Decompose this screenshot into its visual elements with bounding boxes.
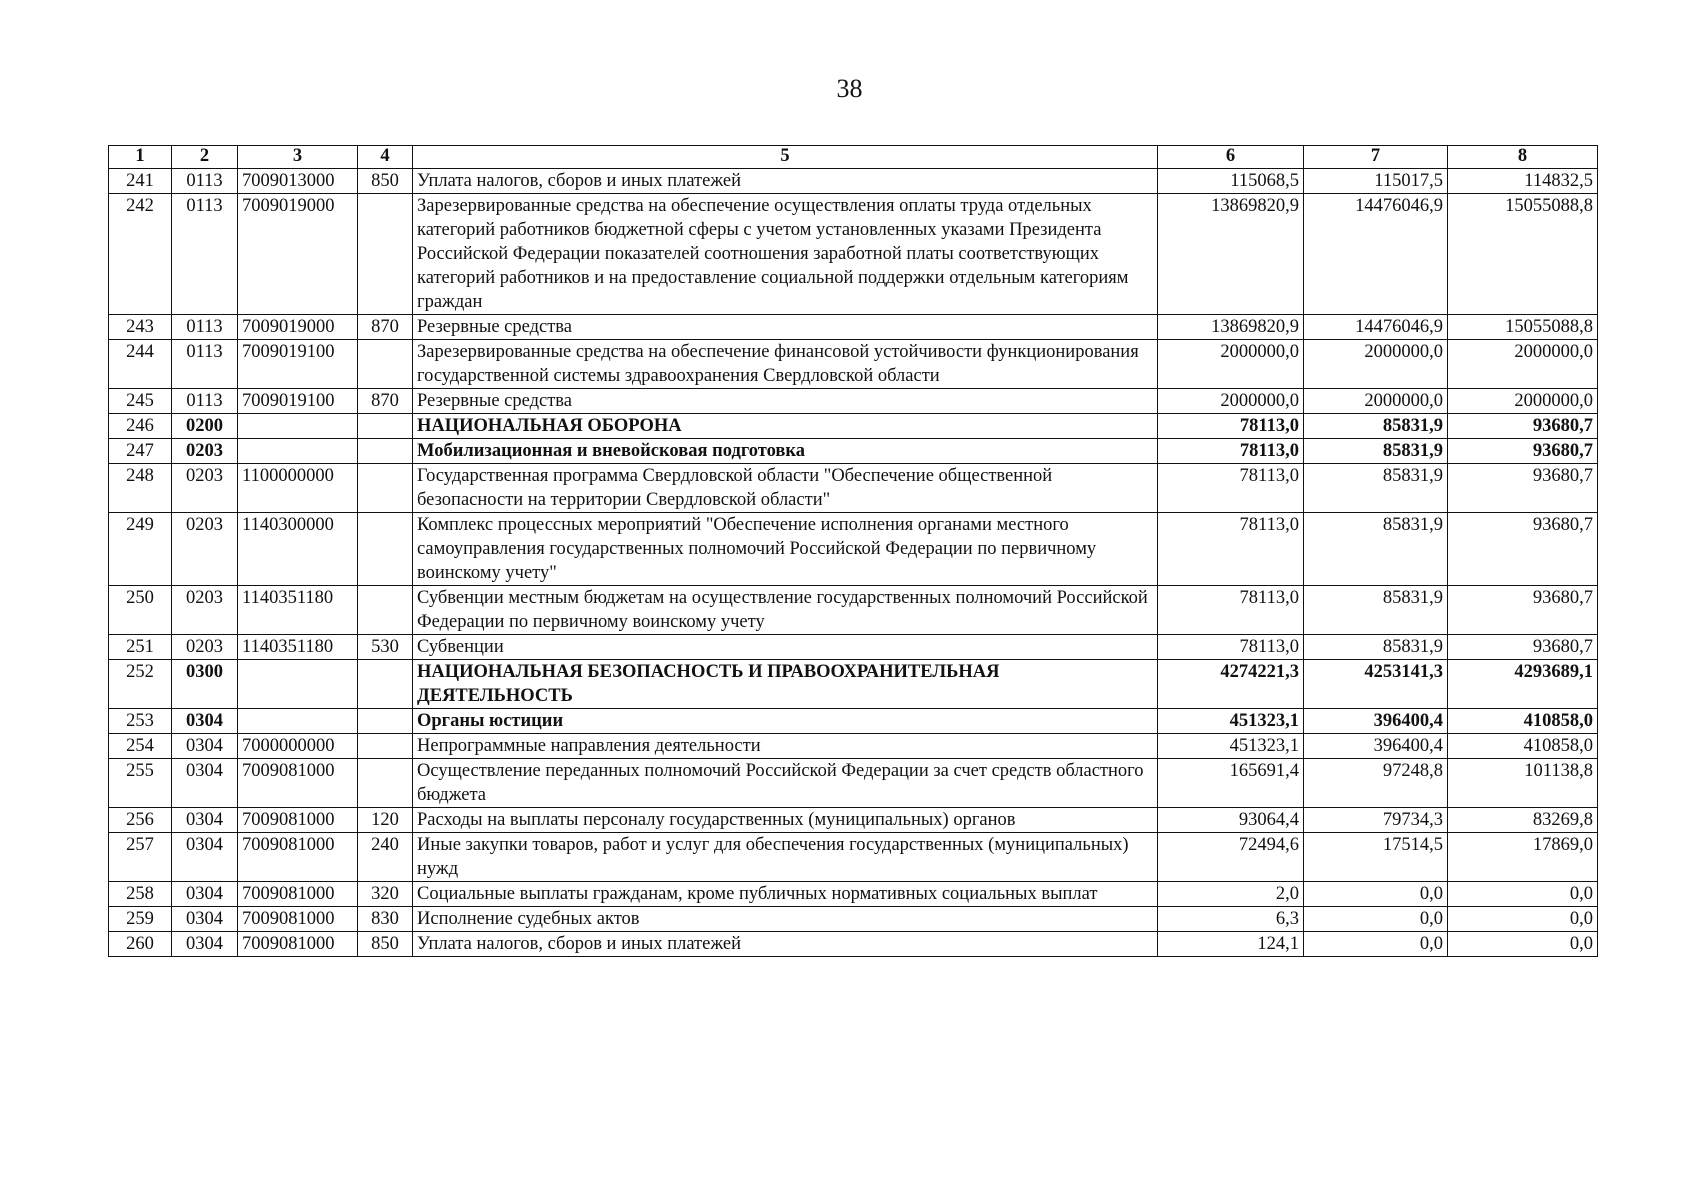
expense-type-code: 870 xyxy=(358,389,413,414)
table-row xyxy=(109,169,1598,194)
expense-type-code xyxy=(358,340,413,389)
amount-col-8: 15055088,8 xyxy=(1448,315,1598,340)
target-code xyxy=(238,660,358,709)
section-code: 0304 xyxy=(172,907,238,932)
row-number: 259 xyxy=(109,907,172,932)
amount-col-7: 85831,9 xyxy=(1304,635,1448,660)
expense-type-code xyxy=(358,464,413,513)
amount-col-7: 115017,5 xyxy=(1304,169,1448,194)
expense-type-code: 850 xyxy=(358,169,413,194)
amount-col-7: 396400,4 xyxy=(1304,734,1448,759)
row-number: 241 xyxy=(109,169,172,194)
item-name: Органы юстиции xyxy=(413,709,1158,734)
target-code: 7009081000 xyxy=(238,759,358,808)
table-row xyxy=(109,340,1598,389)
amount-col-8: 17869,0 xyxy=(1448,833,1598,882)
row-number: 250 xyxy=(109,586,172,635)
amount-col-7: 97248,8 xyxy=(1304,759,1448,808)
amount-col-6: 451323,1 xyxy=(1158,734,1304,759)
section-code: 0113 xyxy=(172,315,238,340)
row-number: 242 xyxy=(109,194,172,315)
expense-type-code xyxy=(358,439,413,464)
header-col-1: 1 xyxy=(109,146,172,169)
target-code: 7009081000 xyxy=(238,907,358,932)
amount-col-6: 6,3 xyxy=(1158,907,1304,932)
expense-type-code xyxy=(358,194,413,315)
item-name: Резервные средства xyxy=(413,389,1158,414)
item-name: Расходы на выплаты персоналу государственных (муниципальных) органов xyxy=(413,808,1158,833)
item-name: Уплата налогов, сборов и иных платежей xyxy=(413,169,1158,194)
amount-col-7: 14476046,9 xyxy=(1304,194,1448,315)
row-number: 254 xyxy=(109,734,172,759)
amount-col-6: 78113,0 xyxy=(1158,439,1304,464)
expense-type-code xyxy=(358,734,413,759)
item-name: Социальные выплаты гражданам, кроме публичных нормативных социальных выплат xyxy=(413,882,1158,907)
target-code: 1140351180 xyxy=(238,635,358,660)
amount-col-7: 85831,9 xyxy=(1304,414,1448,439)
amount-col-7: 85831,9 xyxy=(1304,439,1448,464)
target-code: 7009013000 xyxy=(238,169,358,194)
item-name: Иные закупки товаров, работ и услуг для обеспечения государственных (муниципальных) нужд xyxy=(413,833,1158,882)
amount-col-8: 93680,7 xyxy=(1448,439,1598,464)
amount-col-8: 4293689,1 xyxy=(1448,660,1598,709)
item-name: Исполнение судебных актов xyxy=(413,907,1158,932)
amount-col-7: 14476046,9 xyxy=(1304,315,1448,340)
table-row xyxy=(109,414,1598,439)
table-header-row xyxy=(109,146,1598,169)
amount-col-6: 78113,0 xyxy=(1158,464,1304,513)
expense-type-code: 870 xyxy=(358,315,413,340)
expense-type-code: 830 xyxy=(358,907,413,932)
amount-col-6: 2000000,0 xyxy=(1158,340,1304,389)
expense-type-code: 320 xyxy=(358,882,413,907)
expense-type-code: 240 xyxy=(358,833,413,882)
amount-col-7: 0,0 xyxy=(1304,907,1448,932)
section-code: 0113 xyxy=(172,169,238,194)
amount-col-6: 2000000,0 xyxy=(1158,389,1304,414)
amount-col-6: 72494,6 xyxy=(1158,833,1304,882)
amount-col-8: 0,0 xyxy=(1448,882,1598,907)
target-code xyxy=(238,414,358,439)
section-code: 0203 xyxy=(172,464,238,513)
table-row xyxy=(109,389,1598,414)
table-row xyxy=(109,513,1598,586)
amount-col-8: 2000000,0 xyxy=(1448,340,1598,389)
item-name: Осуществление переданных полномочий Российской Федерации за счет средств областного бюджета xyxy=(413,759,1158,808)
table-row xyxy=(109,635,1598,660)
item-name: Субвенции местным бюджетам на осуществление государственных полномочий Российской Федерации по первичному воинскому учету xyxy=(413,586,1158,635)
amount-col-6: 451323,1 xyxy=(1158,709,1304,734)
target-code: 7009019000 xyxy=(238,194,358,315)
amount-col-6: 13869820,9 xyxy=(1158,194,1304,315)
amount-col-8: 93680,7 xyxy=(1448,464,1598,513)
amount-col-7: 85831,9 xyxy=(1304,464,1448,513)
table-row xyxy=(109,709,1598,734)
amount-col-7: 2000000,0 xyxy=(1304,389,1448,414)
expense-type-code xyxy=(358,586,413,635)
section-code: 0304 xyxy=(172,759,238,808)
amount-col-7: 0,0 xyxy=(1304,932,1448,957)
expense-type-code xyxy=(358,660,413,709)
item-name: Уплата налогов, сборов и иных платежей xyxy=(413,932,1158,957)
row-number: 258 xyxy=(109,882,172,907)
budget-table xyxy=(108,145,1598,957)
header-col-2: 2 xyxy=(172,146,238,169)
item-name: Мобилизационная и вневойсковая подготовка xyxy=(413,439,1158,464)
row-number: 255 xyxy=(109,759,172,808)
item-name: НАЦИОНАЛЬНАЯ БЕЗОПАСНОСТЬ И ПРАВООХРАНИТЕЛЬНАЯ ДЕЯТЕЛЬНОСТЬ xyxy=(413,660,1158,709)
row-number: 249 xyxy=(109,513,172,586)
target-code: 1100000000 xyxy=(238,464,358,513)
section-code: 0304 xyxy=(172,808,238,833)
row-number: 251 xyxy=(109,635,172,660)
amount-col-8: 114832,5 xyxy=(1448,169,1598,194)
amount-col-6: 124,1 xyxy=(1158,932,1304,957)
header-col-7: 7 xyxy=(1304,146,1448,169)
amount-col-6: 93064,4 xyxy=(1158,808,1304,833)
header-col-6: 6 xyxy=(1158,146,1304,169)
row-number: 256 xyxy=(109,808,172,833)
amount-col-8: 101138,8 xyxy=(1448,759,1598,808)
amount-col-7: 79734,3 xyxy=(1304,808,1448,833)
amount-col-7: 85831,9 xyxy=(1304,513,1448,586)
target-code: 1140300000 xyxy=(238,513,358,586)
amount-col-7: 2000000,0 xyxy=(1304,340,1448,389)
page-number: 38 xyxy=(836,74,863,103)
amount-col-8: 93680,7 xyxy=(1448,635,1598,660)
amount-col-6: 78113,0 xyxy=(1158,513,1304,586)
section-code: 0304 xyxy=(172,833,238,882)
table-row xyxy=(109,439,1598,464)
amount-col-8: 83269,8 xyxy=(1448,808,1598,833)
item-name: Зарезервированные средства на обеспечение осуществления оплаты труда отдельных категорий работников бюджетной сферы с учетом установленных указами Президента Российской Федерации показателей соотношения заработной платы соответствующих категорий работников и на предоставление социальной поддержки отдельным категориям граждан xyxy=(413,194,1158,315)
table-row xyxy=(109,734,1598,759)
target-code: 1140351180 xyxy=(238,586,358,635)
section-code: 0304 xyxy=(172,932,238,957)
row-number: 247 xyxy=(109,439,172,464)
section-code: 0203 xyxy=(172,439,238,464)
item-name: Зарезервированные средства на обеспечение финансовой устойчивости функционирования государственной системы здравоохранения Свердловской области xyxy=(413,340,1158,389)
expense-type-code: 120 xyxy=(358,808,413,833)
amount-col-6: 13869820,9 xyxy=(1158,315,1304,340)
amount-col-8: 0,0 xyxy=(1448,907,1598,932)
target-code: 7009081000 xyxy=(238,833,358,882)
expense-type-code xyxy=(358,414,413,439)
header-col-4: 4 xyxy=(358,146,413,169)
table-row xyxy=(109,882,1598,907)
target-code: 7000000000 xyxy=(238,734,358,759)
table-row xyxy=(109,194,1598,315)
table-row xyxy=(109,586,1598,635)
amount-col-7: 85831,9 xyxy=(1304,586,1448,635)
amount-col-6: 4274221,3 xyxy=(1158,660,1304,709)
section-code: 0304 xyxy=(172,734,238,759)
table-row xyxy=(109,660,1598,709)
amount-col-8: 410858,0 xyxy=(1448,734,1598,759)
target-code: 7009019100 xyxy=(238,340,358,389)
item-name: НАЦИОНАЛЬНАЯ ОБОРОНА xyxy=(413,414,1158,439)
expense-type-code xyxy=(358,759,413,808)
amount-col-7: 0,0 xyxy=(1304,882,1448,907)
table-row xyxy=(109,808,1598,833)
row-number: 257 xyxy=(109,833,172,882)
item-name: Резервные средства xyxy=(413,315,1158,340)
section-code: 0203 xyxy=(172,513,238,586)
target-code: 7009019000 xyxy=(238,315,358,340)
section-code: 0200 xyxy=(172,414,238,439)
row-number: 244 xyxy=(109,340,172,389)
row-number: 246 xyxy=(109,414,172,439)
amount-col-6: 2,0 xyxy=(1158,882,1304,907)
item-name: Непрограммные направления деятельности xyxy=(413,734,1158,759)
item-name: Государственная программа Свердловской области "Обеспечение общественной безопасности на территории Свердловской области" xyxy=(413,464,1158,513)
amount-col-8: 2000000,0 xyxy=(1448,389,1598,414)
expense-type-code xyxy=(358,709,413,734)
row-number: 260 xyxy=(109,932,172,957)
amount-col-7: 4253141,3 xyxy=(1304,660,1448,709)
amount-col-8: 15055088,8 xyxy=(1448,194,1598,315)
amount-col-8: 93680,7 xyxy=(1448,513,1598,586)
table-row xyxy=(109,932,1598,957)
row-number: 245 xyxy=(109,389,172,414)
item-name: Комплекс процессных мероприятий "Обеспечение исполнения органами местного самоуправления государственных полномочий Российской Федерации по первичному воинскому учету" xyxy=(413,513,1158,586)
amount-col-6: 165691,4 xyxy=(1158,759,1304,808)
amount-col-7: 396400,4 xyxy=(1304,709,1448,734)
table-body xyxy=(109,169,1598,957)
row-number: 243 xyxy=(109,315,172,340)
section-code: 0203 xyxy=(172,586,238,635)
amount-col-7: 17514,5 xyxy=(1304,833,1448,882)
amount-col-6: 78113,0 xyxy=(1158,635,1304,660)
section-code: 0113 xyxy=(172,340,238,389)
amount-col-6: 115068,5 xyxy=(1158,169,1304,194)
section-code: 0304 xyxy=(172,882,238,907)
target-code: 7009019100 xyxy=(238,389,358,414)
expense-type-code xyxy=(358,513,413,586)
expense-type-code: 530 xyxy=(358,635,413,660)
header-col-3: 3 xyxy=(238,146,358,169)
table-row xyxy=(109,907,1598,932)
target-code xyxy=(238,709,358,734)
section-code: 0203 xyxy=(172,635,238,660)
table-row xyxy=(109,464,1598,513)
target-code: 7009081000 xyxy=(238,932,358,957)
section-code: 0304 xyxy=(172,709,238,734)
item-name: Субвенции xyxy=(413,635,1158,660)
row-number: 248 xyxy=(109,464,172,513)
table-row xyxy=(109,759,1598,808)
table-row xyxy=(109,315,1598,340)
target-code: 7009081000 xyxy=(238,882,358,907)
amount-col-8: 93680,7 xyxy=(1448,586,1598,635)
section-code: 0113 xyxy=(172,194,238,315)
amount-col-6: 78113,0 xyxy=(1158,414,1304,439)
expense-type-code: 850 xyxy=(358,932,413,957)
row-number: 252 xyxy=(109,660,172,709)
table-row xyxy=(109,833,1598,882)
section-code: 0113 xyxy=(172,389,238,414)
amount-col-8: 93680,7 xyxy=(1448,414,1598,439)
header-col-8: 8 xyxy=(1448,146,1598,169)
section-code: 0300 xyxy=(172,660,238,709)
row-number: 253 xyxy=(109,709,172,734)
amount-col-6: 78113,0 xyxy=(1158,586,1304,635)
header-col-5: 5 xyxy=(413,146,1158,169)
target-code: 7009081000 xyxy=(238,808,358,833)
amount-col-8: 410858,0 xyxy=(1448,709,1598,734)
amount-col-8: 0,0 xyxy=(1448,932,1598,957)
target-code xyxy=(238,439,358,464)
